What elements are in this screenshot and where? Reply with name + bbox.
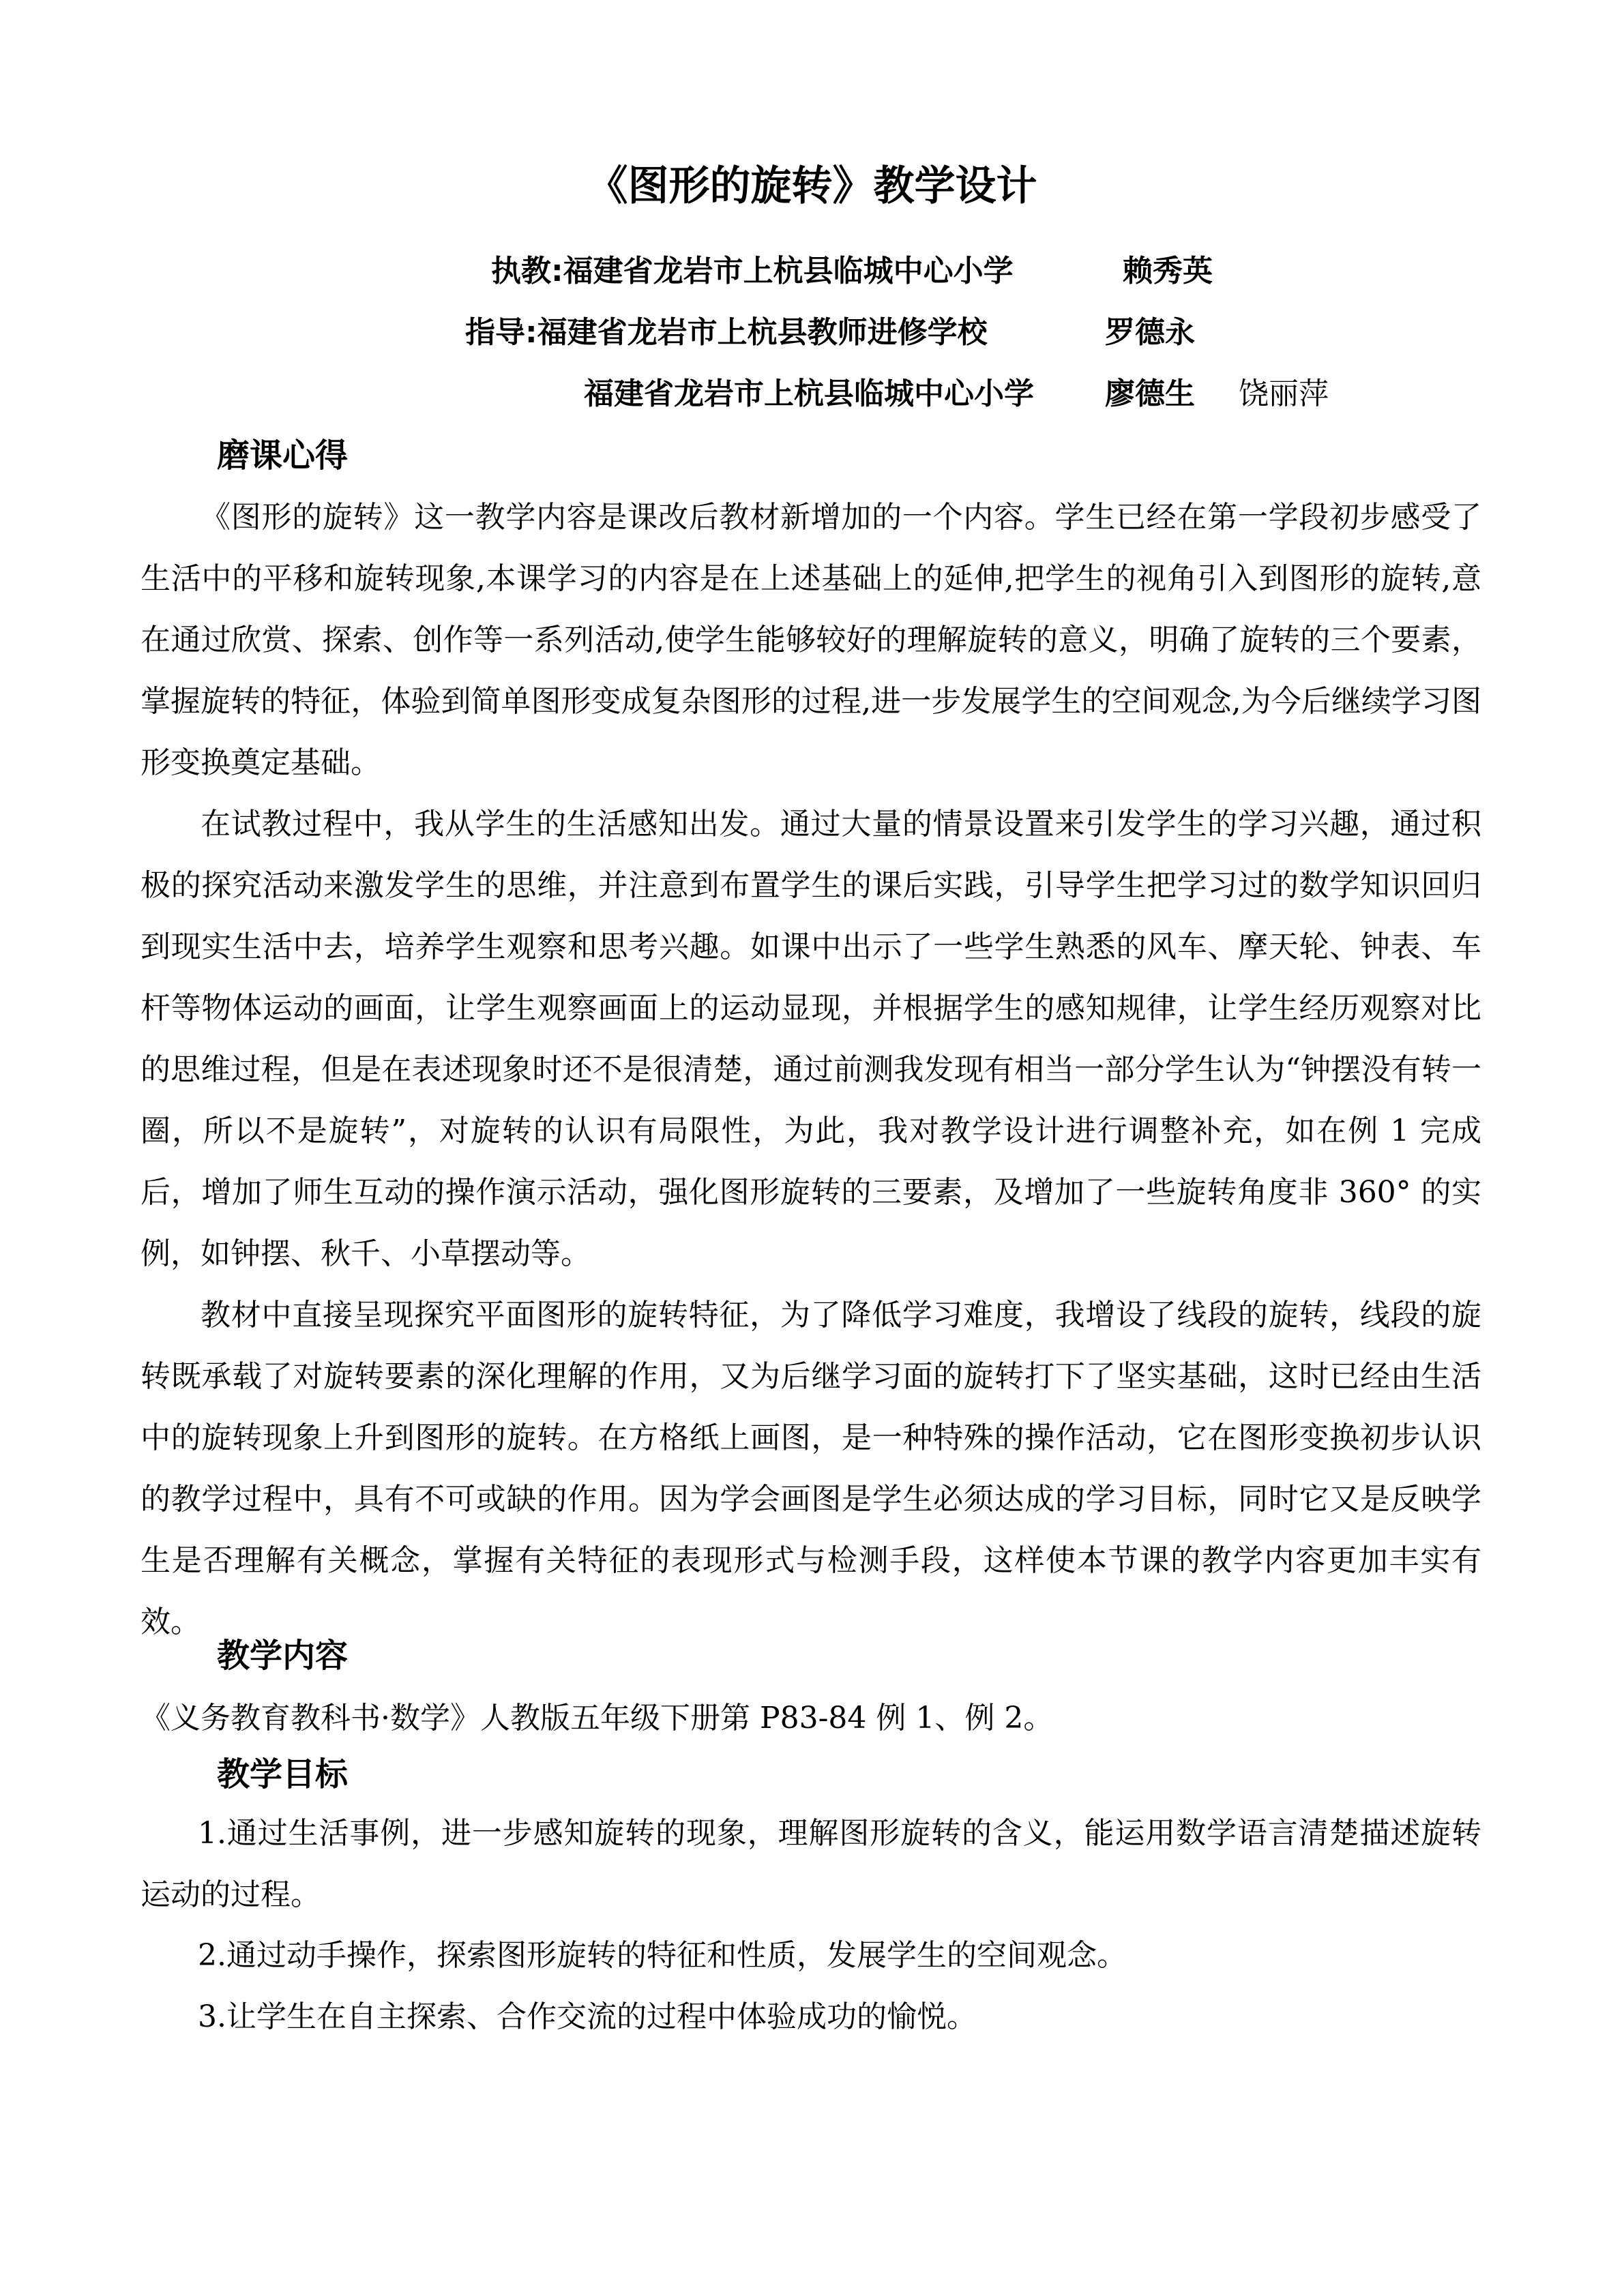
advisor-name-3: 饶丽萍 xyxy=(1239,376,1329,411)
teacher-label: 执教: xyxy=(491,254,563,288)
teacher-name: 赖秀英 xyxy=(1123,254,1213,288)
reflection-paragraph-3: 教材中直接呈现探究平面图形的旋转特征，为了降低学习难度，我增设了线段的旋转，线段的旋转既承载了对旋转要素的深化理解的作用，又为后继学习面的旋转打下了坚实基础，这时已经由生活中的旋转现象上升到图形的旋转。在方格纸上画图，是一种特殊的操作活动，它在图形变换初步认识的教学过程中，具有不可或缺的作用。因为学会画图是学生必须达成的学习目标，同时它又是反映学生是否理解有关概念，掌握有关特征的表现形式与检测手段，这样使本节课的教学内容更加丰实有效。 xyxy=(141,1298,1481,1639)
advisor-name-2: 廖德生 xyxy=(1105,376,1195,411)
document-title: 《图形的旋转》教学设计 xyxy=(587,162,1037,210)
advisor-org-1: 福建省龙岩市上杭县教师进修学校 xyxy=(537,315,988,350)
teacher-credit xyxy=(491,251,1310,292)
objective-item-2: 2.通过动手操作，探索图形旋转的特征和性质，发展学生的空间观念。 xyxy=(198,1938,1127,1973)
section-heading-objectives: 教学目标 xyxy=(217,1755,349,1793)
content-text: 《义务教育教科书·数学》人教版五年级下册第 P83-84 例 1、例 2。 xyxy=(141,1701,1054,1735)
section-heading-content: 教学内容 xyxy=(217,1637,349,1675)
section-heading-reflection: 磨课心得 xyxy=(217,436,349,475)
advisor-org-2: 福建省龙岩市上杭县临城中心小学 xyxy=(584,376,1034,411)
reflection-paragraph-1: 《图形的旋转》这一教学内容是课改后教材新增加的一个内容。学生已经在第一学段初步感受了生活中的平移和旋转现象,本课学习的内容是在上述基础上的延伸,把学生的视角引入到图形的旋转,意在通过欣赏、探索、创作等一系列活动,使学生能够较好的理解旋转的意义，明确了旋转的三个要素，掌握旋转的特征，体验到简单图形变成复杂图形的过程,进一步发展学生的空间观念,为今后继续学习图形变换奠定基础。 xyxy=(141,500,1481,780)
reflection-paragraph-2: 在试教过程中，我从学生的生活感知出发。通过大量的情景设置来引发学生的学习兴趣，通过积极的探究活动来激发学生的思维，并注意到布置学生的课后实践，引导学生把学习过的数学知识回归到现实生活中去，培养学生观察和思考兴趣。如课中出示了一些学生熟悉的风车、摩天轮、钟表、车杆等物体运动的画面，让学生观察画面上的运动显现，并根据学生的感知规律，让学生经历观察对比的思维过程，但是在表述现象时还不是很清楚，通过前测我发现有相当一部分学生认为“钟摆没有转一圈，所以不是旋转”，对旋转的认识有局限性，为此，我对教学设计进行调整补充，如在例 1 完成后，增加了师生互动的操作演示活动，强化图形旋转的三要素，及增加了一些旋转角度非 360° 的实例，如钟摆、秋千、小草摆动等。 xyxy=(141,807,1481,1271)
teacher-org: 福建省龙岩市上杭县临城中心小学 xyxy=(563,254,1014,288)
objective-item-3: 3.让学生在自主探索、合作交流的过程中体验成功的愉悦。 xyxy=(198,1999,977,2034)
advisor-credit-2 xyxy=(584,374,1402,415)
advisor-label: 指导: xyxy=(465,315,537,350)
advisor-credit-1 xyxy=(465,312,1284,353)
objective-item-1: 1.通过生活事例，进一步感知旋转的现象，理解图形旋转的含义，能运用数学语言清楚描述旋转运动的过程。 xyxy=(141,1816,1481,1912)
advisor-name-1: 罗德永 xyxy=(1105,315,1195,350)
